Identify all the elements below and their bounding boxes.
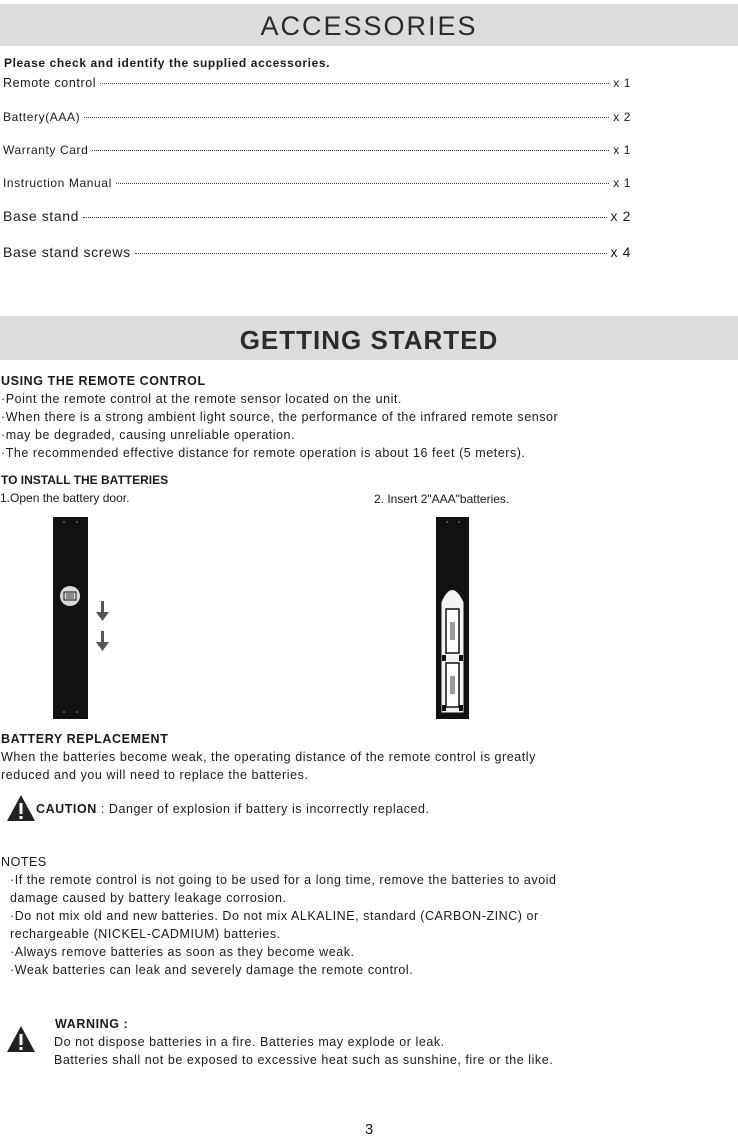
- dot-leader: [135, 253, 607, 254]
- notes-heading: NOTES: [1, 855, 47, 869]
- accessory-qty: x 4: [610, 244, 631, 260]
- accessory-qty: x 1: [613, 176, 631, 190]
- caution-text: : Danger of explosion if battery is incorrectly replaced.: [96, 802, 430, 816]
- getting-started-title: GETTING STARTED: [0, 316, 738, 360]
- accessory-name: Base stand screws: [3, 244, 131, 260]
- install-step-1: 1.Open the battery door.: [0, 491, 130, 505]
- accessory-qty: x 1: [613, 76, 631, 90]
- notes-line: ·Always remove batteries as soon as they become weak.: [10, 945, 355, 959]
- dot-leader: [83, 217, 606, 218]
- battery-replacement-line: reduced and you will need to replace the batteries.: [1, 768, 309, 782]
- accessory-row: [3, 176, 631, 190]
- accessory-row: [3, 110, 631, 124]
- install-heading: TO INSTALL THE BATTERIES: [1, 473, 169, 487]
- accessory-name: Battery(AAA): [3, 110, 81, 124]
- accessories-intro: Please check and identify the supplied accessories.: [4, 56, 331, 70]
- dot-leader: [92, 150, 609, 151]
- install-step-2: 2. Insert 2"AAA"batteries.: [374, 492, 510, 506]
- battery-replacement-heading: BATTERY REPLACEMENT: [1, 732, 169, 746]
- accessory-qty: x 2: [610, 208, 631, 224]
- notes-line: rechargeable (NICKEL-CADMIUM) batteries.: [10, 927, 281, 941]
- accessory-row: [3, 76, 631, 90]
- accessory-row: [3, 208, 631, 224]
- accessories-title: ACCESSORIES: [0, 4, 738, 46]
- warning-line: Batteries shall not be exposed to excessive heat such as sunshine, fire or the like.: [54, 1053, 554, 1067]
- remote-body: [53, 517, 88, 719]
- notes-line: damage caused by battery leakage corrosion.: [10, 891, 287, 905]
- accessory-name: Warranty Card: [3, 143, 89, 157]
- warning-line: Do not dispose batteries in a fire. Batteries may explode or leak.: [54, 1035, 445, 1049]
- dot-leader: [84, 117, 609, 118]
- remote-line: ·When there is a strong ambient light source, the performance of the infrared remote sensor: [1, 410, 559, 424]
- remote-line: ·The recommended effective distance for remote operation is about 16 feet (5 meters).: [1, 446, 526, 460]
- down-arrows-icon: [96, 601, 110, 653]
- battery-replacement-line: When the batteries become weak, the operating distance of the remote control is greatly: [1, 750, 536, 764]
- accessory-name: Remote control: [3, 76, 97, 90]
- notes-line: ·Do not mix old and new batteries. Do not mix ALKALINE, standard (CARBON-ZINC) or: [10, 909, 539, 923]
- remote-line: ·Point the remote control at the remote sensor located on the unit.: [1, 392, 402, 406]
- remote-back-illustration: [52, 517, 90, 720]
- notes-line: ·Weak batteries can leak and severely damage the remote control.: [10, 963, 414, 977]
- warning-heading: WARNING :: [55, 1017, 129, 1031]
- caution-line: [36, 802, 430, 816]
- battery-door-icon: [60, 586, 80, 606]
- remote-open-illustration: [435, 517, 471, 720]
- accessory-row: [3, 244, 631, 260]
- accessory-name: Instruction Manual: [3, 176, 112, 190]
- dot-leader: [100, 83, 609, 84]
- caution-label: CAUTION: [36, 802, 97, 816]
- accessory-qty: x 2: [613, 110, 631, 124]
- caution-warning-icon: [6, 794, 36, 822]
- page-number: 3: [364, 1121, 374, 1138]
- accessory-qty: x 1: [613, 143, 631, 157]
- remote-heading: USING THE REMOTE CONTROL: [1, 374, 206, 388]
- notes-line: ·If the remote control is not going to be used for a long time, remove the batteries to avoid: [10, 873, 557, 887]
- accessory-row: [3, 143, 631, 157]
- dot-leader: [116, 183, 609, 184]
- accessory-name: Base stand: [3, 208, 80, 224]
- warning-icon: [6, 1025, 36, 1053]
- remote-line: ·may be degraded, causing unreliable operation.: [1, 428, 296, 442]
